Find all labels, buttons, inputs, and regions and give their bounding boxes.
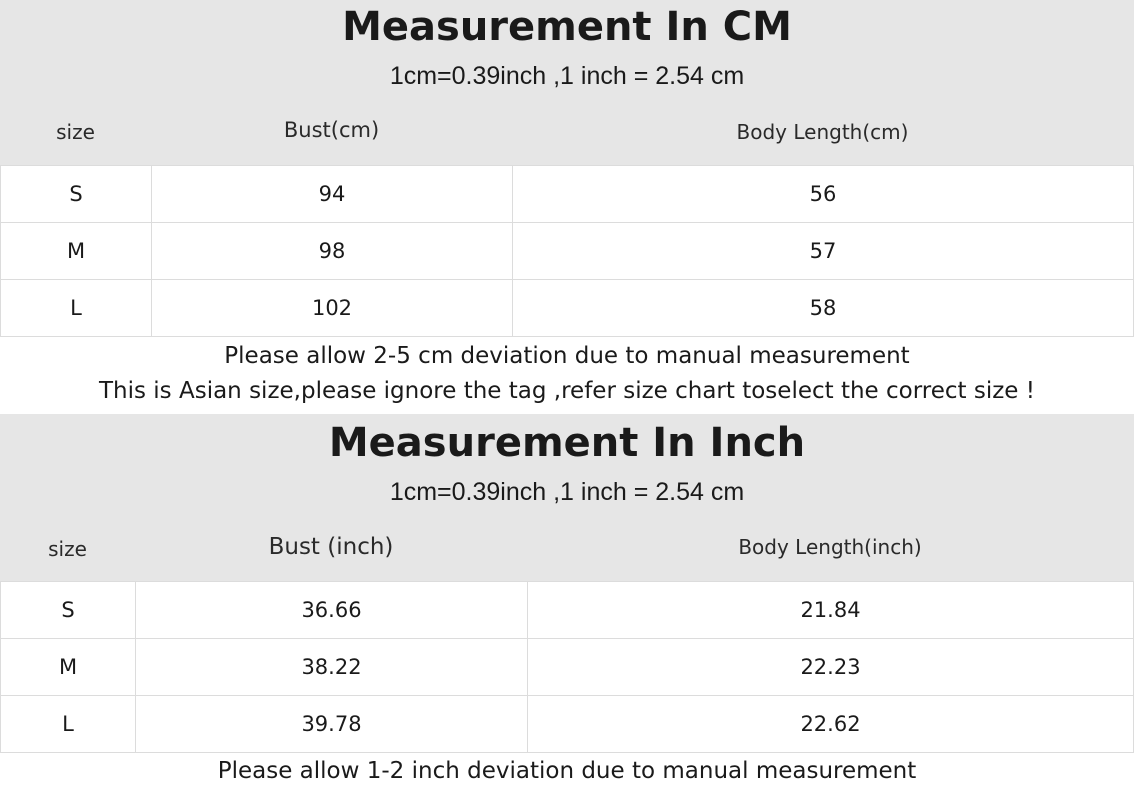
- bust-cell: 36.66: [136, 582, 528, 639]
- size-cell: L: [1, 696, 136, 753]
- size-cell: S: [1, 166, 152, 223]
- size-cell: S: [1, 582, 136, 639]
- table-row: [1, 223, 1134, 280]
- bust-cell: 38.22: [136, 639, 528, 696]
- table-row: [1, 280, 1134, 337]
- table-row: [1, 582, 1134, 639]
- cm-deviation-note: Please allow 2-5 cm deviation due to manual measurement: [224, 343, 910, 369]
- body-length-cell: 22.23: [528, 639, 1134, 696]
- cm-header-bust: Bust(cm): [283, 118, 380, 142]
- bust-cell: 94: [152, 166, 513, 223]
- inch-deviation-note: Please allow 1-2 inch deviation due to manual measurement: [217, 758, 917, 784]
- size-cell: M: [1, 639, 136, 696]
- inch-conversion-text: 1cm=0.39inch ,1 inch = 2.54 cm: [389, 478, 745, 506]
- inch-header-bust: Bust (inch): [268, 534, 394, 560]
- bust-cell: 102: [152, 280, 513, 337]
- cm-conversion-text: 1cm=0.39inch ,1 inch = 2.54 cm: [389, 62, 745, 90]
- cm-size-table: [0, 165, 1134, 337]
- body-length-cell: 58: [513, 280, 1134, 337]
- asian-size-note: This is Asian size,please ignore the tag ,refer size chart toselect the correct size !: [98, 378, 1035, 404]
- size-cell: L: [1, 280, 152, 337]
- inch-title: Measurement In Inch: [328, 420, 806, 466]
- body-length-cell: 21.84: [528, 582, 1134, 639]
- cm-header-size: size: [56, 120, 95, 144]
- size-cell: M: [1, 223, 152, 280]
- bust-cell: 98: [152, 223, 513, 280]
- body-length-cell: 22.62: [528, 696, 1134, 753]
- table-row: [1, 696, 1134, 753]
- cm-title: Measurement In CM: [342, 4, 792, 50]
- inch-header-body-length: Body Length(inch): [738, 535, 922, 559]
- cm-header-body-length: Body Length(cm): [736, 120, 909, 144]
- bust-cell: 39.78: [136, 696, 528, 753]
- body-length-cell: 57: [513, 223, 1134, 280]
- table-row: [1, 166, 1134, 223]
- inch-size-table: [0, 581, 1134, 753]
- table-row: [1, 639, 1134, 696]
- body-length-cell: 56: [513, 166, 1134, 223]
- inch-header-size: size: [48, 537, 87, 561]
